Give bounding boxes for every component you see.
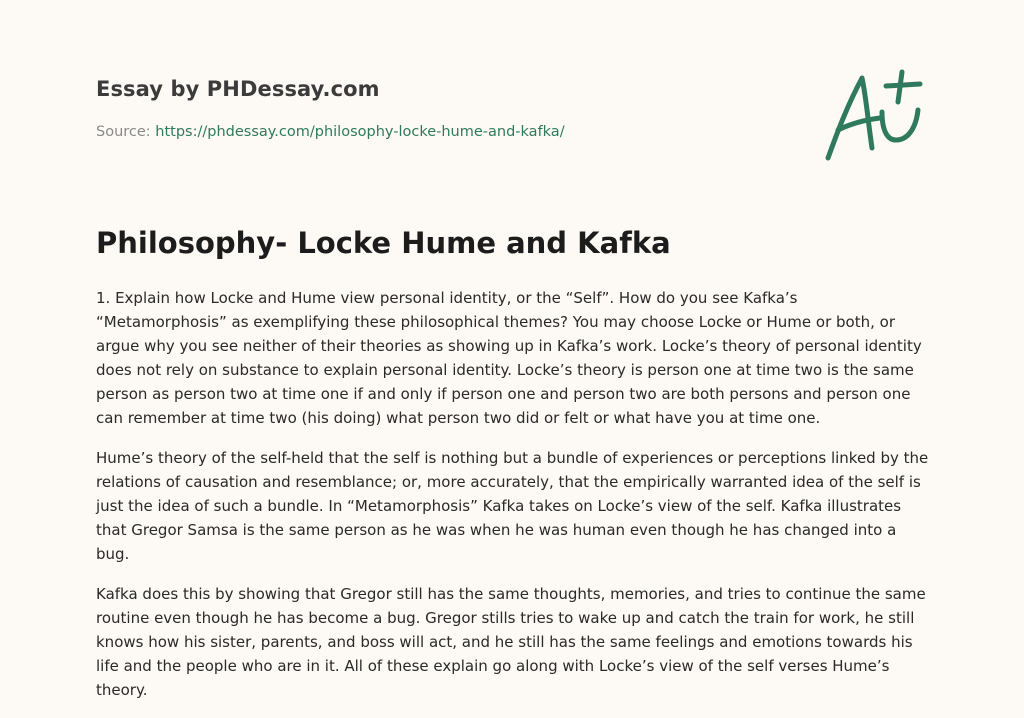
essay-paragraph-3: Kafka does this by showing that Gregor still has the same thoughts, memories, and tries to continue the same routine even though he has become a bug. Gregor stills tries to wake up and catch the train for work, he still knows how his sister, parents, and boss will act, and he still has the same feelings and emotions towards his life and the people who are in it. All of these explain go along with Locke’s view of the self verses Hume’s theory. <box>96 585 926 699</box>
essay-paragraph-2: Hume’s theory of the self-held that the self is nothing but a bundle of experiences or perceptions linked by the relations of causation and resemblance; or, more accurately, that the empirically warranted idea of the self is just the idea of such a bundle. In “Metamorphosis” Kafka takes on Locke’s view of the self. Kafka illustrates that Gregor Samsa is the same person as he was when he was human even though he has changed into a bug. <box>96 449 929 563</box>
source-line <box>96 124 565 140</box>
essay-paragraph-1: 1. Explain how Locke and Hume view personal identity, or the “Self”. How do you see Kafka’s “Metamorphosis” as exemplifying these philosophical themes? You may choose Locke or Hume or both, or argue why you see neither of their theories as showing up in Kafka’s work. Locke’s theory of personal identity does not rely on substance to explain personal identity. Locke’s theory is person one at time two is the same person as person two at time one if and only if person one and person two are both persons and person one can remember at time two (his doing) what person two did or felt or what have you at time one. <box>96 289 922 427</box>
essay-body <box>96 286 932 718</box>
essay-title: Philosophy- Locke Hume and Kafka <box>96 226 671 260</box>
source-link[interactable]: https://phdessay.com/philosophy-locke-hume-and-kafka/ <box>155 124 565 140</box>
a-plus-logo-icon <box>820 66 930 166</box>
source-label: Source: <box>96 124 151 140</box>
site-title: Essay by PHDessay.com <box>96 77 380 101</box>
